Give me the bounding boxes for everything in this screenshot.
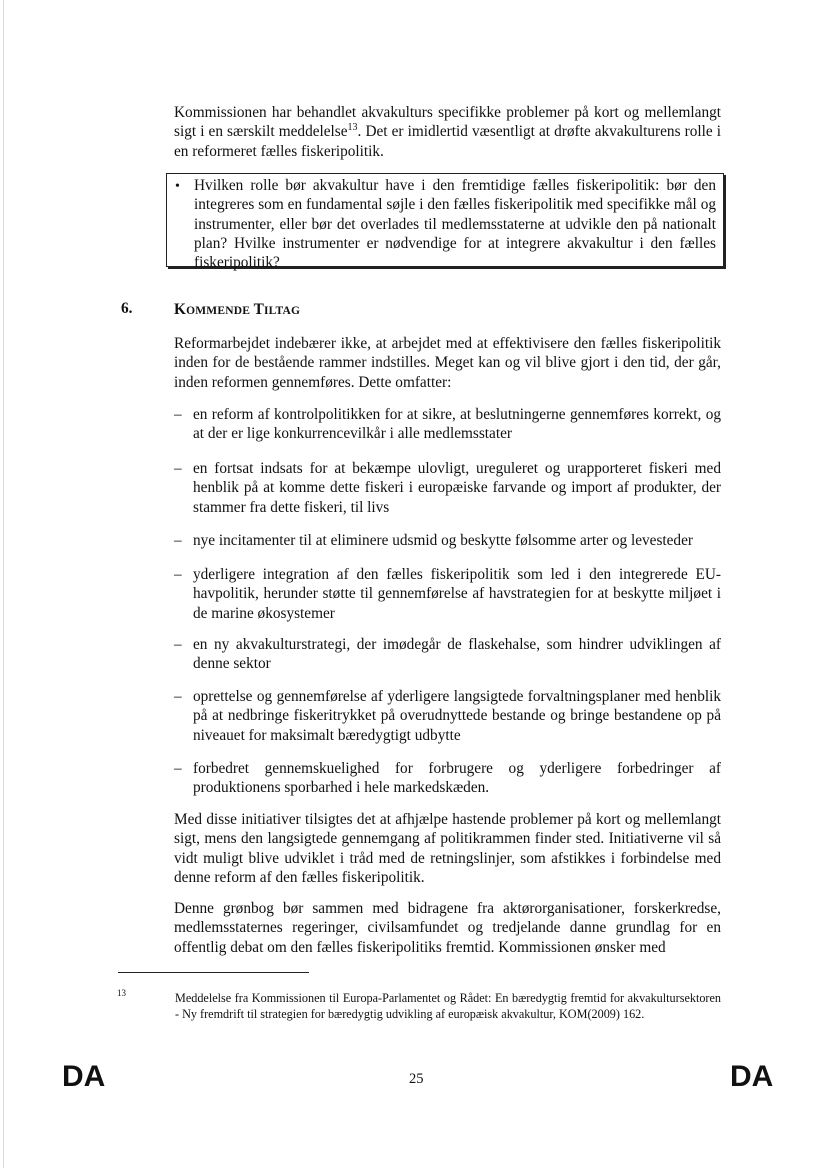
reform-intro-paragraph: Reformarbejdet indebærer ikke, at arbejdet med at effektivisere den fælles fiskeripolitik inden for de bestående rammer indstilles. Meget kan og vil blive gjort i den tid, der går, inden reformen gennemføres. Dette omfatter: [174,335,721,391]
bullet-marker: • [175,179,180,194]
dash-marker: – [174,760,182,777]
language-code-right: DA [730,1060,774,1093]
dash-marker: – [174,406,182,423]
list-item-text: oprettelse og gennemførelse af yderligere langsigtede forvaltningsplaner med henblik på at nedbringe fiskeritrykket på overudnyttede bestande og bringe bestandene op på niveauet for maksimalt bæredygtigt udbytte [193,688,721,744]
list-item-text: forbedret gennemskuelighed for forbrugere og yderligere forbedringer af produktionens sporbarhed i hele markedskæden. [193,760,721,797]
section-number: 6. [121,300,133,317]
dash-marker: – [174,636,182,653]
list-item-text: yderligere integration af den fælles fiskeripolitik som led i den integrerede EU-havpolitik, herunder støtte til gennemførelse af havstrategien for at beskytte miljøet i de marine økosystemer [193,566,721,622]
consultation-question: Hvilken rolle bør akvakultur have i den fremtidige fælles fiskeripolitik: bør den integreres som en fundamental søjle i den fælles fiskeripolitik med specifikke mål og instrumenter, eller bør det overlades til medlemsstaterne at udvikle den på nationalt plan? Hvilke instrumenter er nødvendige for at integrere akvakultur i den fælles fiskeripolitik? [194,177,716,272]
list-item-text: en reform af kontrolpolitikken for at sikre, at beslutningerne gennemføres korrekt, og at der er lige konkurrencevilkår i alle medlemsstater [193,406,721,443]
list-item-text: nye incitamenter til at eliminere udsmid og beskytte følsomme arter og levesteder [193,532,693,549]
list-item-text: en ny akvakulturstrategi, der imødegår de flaskehalse, som hindrer udviklingen af denne sektor [193,636,721,673]
list-item-text: en fortsat indsats for at bekæmpe ulovligt, ureguleret og urapporteret fiskeri med henblik på at komme dette fiskeri i europæiske farvande og import af produkter, der stammer fra dette fiskeri, til livs [193,460,721,516]
initiatives-paragraph: Med disse initiativer tilsigtes det at afhjælpe hastende problemer på kort og mellemlangt sigt, mens den langsigtede gennemgang af politikrammen finder sted. Initiativerne vil så vidt muligt blive udviklet i tråd med de retningslinjer, som afstikkes i forbindelse med denne reform af den fælles fiskeripolitik. [174,811,721,886]
page-number: 25 [409,1071,424,1087]
question-box [166,173,724,272]
footnote-reference: 13 [347,122,358,134]
language-code-left: DA [62,1060,106,1093]
section-title: KOMMENDE TILTAG [174,301,301,318]
scan-edge-line [3,0,4,1168]
intro-paragraph: Kommissionen har behandlet akvakulturs specifikke problemer på kort og mellemlangt sigt i en særskilt meddelelse$^{13}$. Det er imidlertid væsentligt at drøfte akvakulturens rolle i en reformeret fælles fiskeripolitik. [174,104,721,160]
dash-marker: – [174,566,182,583]
footnote-separator [118,972,309,973]
dash-marker: – [174,532,182,549]
greenpaper-paragraph: Denne grønbog bør sammen med bidragene fra aktørorganisationer, forskerkredse, medlemsstaternes regeringer, civilsamfundet og tredjelande danne grundlag for en offentlig debat om den fælles fiskeripolitiks fremtid. Kommissionen ønsker med [174,900,721,956]
footnote-text: Meddelelse fra Kommissionen til Europa-Parlamentet og Rådet: En bæredygtig fremtid for akvakultursektoren - Ny fremdrift til strategien for bæredygtig udvikling af europæisk akvakultur, KOM(2009) 162. [175,991,721,1021]
dash-marker: – [174,460,182,477]
dash-marker: – [174,688,182,705]
footnote-number: 13 [117,988,126,998]
